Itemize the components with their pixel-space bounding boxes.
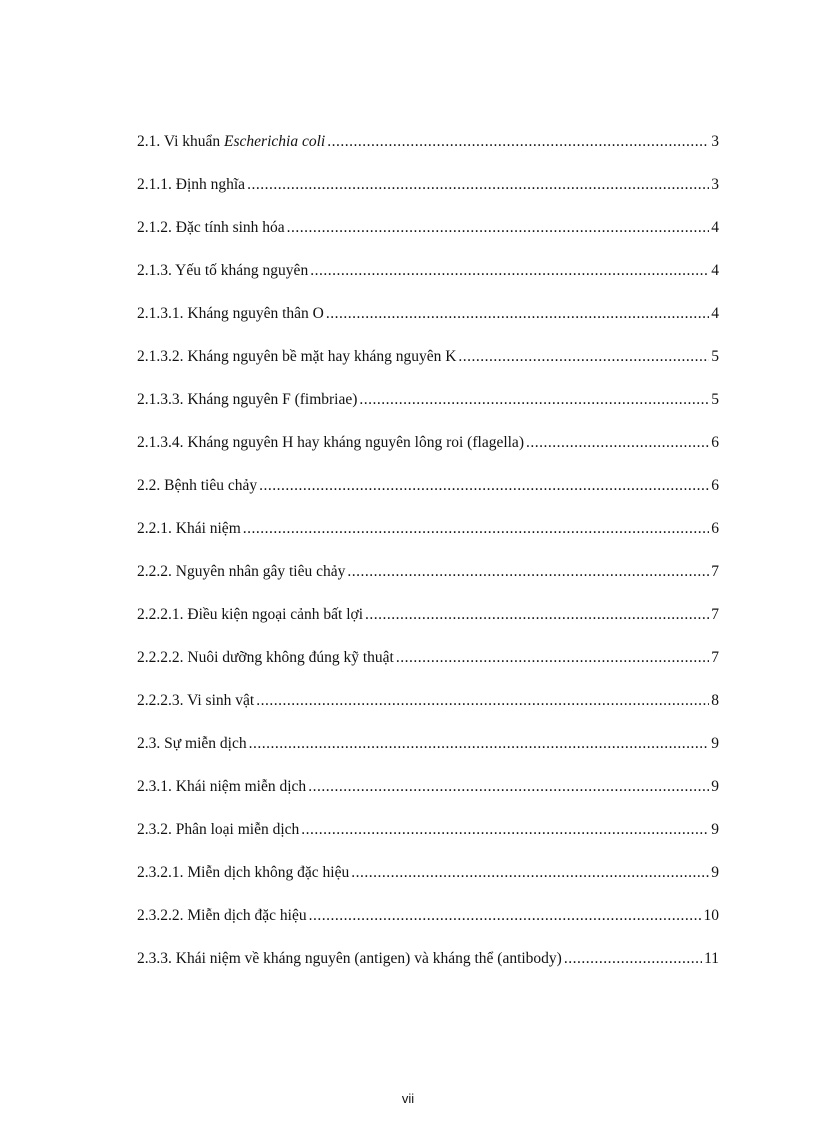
dot-leader	[347, 562, 709, 582]
dot-leader	[310, 261, 709, 281]
toc-entry-page: 4	[711, 262, 719, 279]
dot-leader	[256, 691, 709, 711]
toc-entry-page: 6	[711, 477, 719, 494]
toc-entry[interactable]	[137, 390, 719, 433]
toc-entry[interactable]	[137, 605, 719, 648]
toc-entry[interactable]	[137, 519, 719, 562]
toc-entry-title: 2.1.3.3. Kháng nguyên F (fimbriae)	[137, 391, 358, 408]
toc-entry-page: 4	[711, 305, 719, 322]
toc-entry-title: 2.3.2.1. Miễn dịch không đặc hiệu	[137, 864, 350, 881]
toc-entry-page: 9	[711, 821, 719, 838]
toc-entry-title: 2.2.2.2. Nuôi dưỡng không đúng kỹ thuật	[137, 649, 394, 666]
toc-entry-title: 2.1.3.1. Kháng nguyên thân O	[137, 305, 324, 322]
dot-leader	[249, 734, 710, 754]
toc-entry-title: 2.1.3.4. Kháng nguyên H hay kháng nguyên lông roi (flagella)	[137, 434, 524, 451]
toc-entry-title: 2.1.3.2. Kháng nguyên bề mặt hay kháng nguyên K	[137, 348, 457, 365]
toc-entry-italic-term: Escherichia coli	[224, 133, 326, 150]
dot-leader	[351, 863, 709, 883]
dot-leader	[458, 347, 709, 367]
toc-entry-title: 2.1.2. Đặc tính sinh hóa	[137, 219, 285, 236]
table-of-contents	[137, 132, 719, 992]
toc-entry-title: 2.3. Sự miễn dịch	[137, 735, 247, 752]
toc-entry-title: 2.2.1. Khái niệm	[137, 520, 241, 537]
toc-entry[interactable]	[137, 218, 719, 261]
toc-entry-page: 3	[711, 133, 719, 150]
toc-entry-title: 2.3.2.2. Miễn dịch đặc hiệu	[137, 907, 307, 924]
toc-entry[interactable]	[137, 648, 719, 691]
page-number: vii	[401, 1091, 415, 1106]
toc-entry[interactable]	[137, 863, 719, 906]
toc-entry-title: 2.2.2.1. Điều kiện ngoại cảnh bất lợi	[137, 606, 364, 623]
toc-entry-page: 6	[711, 434, 719, 451]
toc-entry[interactable]	[137, 691, 719, 734]
toc-entry-title: 2.3.2. Phân loại miễn dịch	[137, 821, 300, 838]
toc-entry-page: 9	[711, 778, 719, 795]
dot-leader	[247, 175, 709, 195]
toc-entry-title: 2.3.3. Khái niệm về kháng nguyên (antigen) và kháng thể (antibody)	[137, 950, 562, 967]
toc-entry-page: 3	[711, 176, 719, 193]
toc-entry-page: 7	[711, 563, 719, 580]
dot-leader	[365, 605, 709, 625]
dot-leader	[327, 132, 709, 152]
toc-entry-page: 7	[711, 649, 719, 666]
dot-leader	[564, 949, 702, 969]
toc-entry-page: 6	[711, 520, 719, 537]
dot-leader	[301, 820, 709, 840]
toc-entry-page: 11	[704, 950, 719, 967]
dot-leader	[326, 304, 709, 324]
toc-entry-title: 2.2. Bệnh tiêu chảy	[137, 477, 258, 494]
toc-entry-title: 2.1.1. Định nghĩa	[137, 176, 246, 193]
dot-leader	[259, 476, 709, 496]
toc-entry[interactable]	[137, 949, 719, 992]
dot-leader	[359, 390, 709, 410]
toc-entry[interactable]	[137, 820, 719, 863]
toc-entry[interactable]	[137, 433, 719, 476]
toc-entry-page: 5	[711, 348, 719, 365]
toc-entry-title: 2.1.3. Yếu tố kháng nguyên	[137, 262, 309, 279]
dot-leader	[287, 218, 710, 238]
toc-entry[interactable]	[137, 476, 719, 519]
toc-entry-page: 10	[703, 907, 719, 924]
toc-entry[interactable]	[137, 132, 719, 175]
toc-entry[interactable]	[137, 304, 719, 347]
toc-entry-title: 2.2.2. Nguyên nhân gây tiêu chảy	[137, 563, 346, 580]
toc-entry[interactable]	[137, 562, 719, 605]
toc-entry[interactable]	[137, 777, 719, 820]
toc-entry-page: 9	[711, 864, 719, 881]
dot-leader	[308, 777, 709, 797]
toc-entry[interactable]	[137, 175, 719, 218]
toc-entry-title: 2.3.1. Khái niệm miễn dịch	[137, 778, 307, 795]
toc-entry[interactable]	[137, 347, 719, 390]
dot-leader	[309, 906, 702, 926]
toc-entry-title: 2.1. Vi khuẩn Escherichia coli	[137, 133, 326, 150]
toc-entry[interactable]	[137, 734, 719, 777]
toc-entry-page: 5	[711, 391, 719, 408]
toc-entry-page: 7	[711, 606, 719, 623]
toc-entry[interactable]	[137, 906, 719, 949]
toc-entry-page: 4	[711, 219, 719, 236]
toc-entry-page: 8	[711, 692, 719, 709]
toc-entry-title: 2.2.2.3. Vi sinh vật	[137, 692, 255, 709]
dot-leader	[243, 519, 710, 539]
dot-leader	[526, 433, 709, 453]
toc-entry-page: 9	[711, 735, 719, 752]
dot-leader	[396, 648, 709, 668]
toc-entry[interactable]	[137, 261, 719, 304]
